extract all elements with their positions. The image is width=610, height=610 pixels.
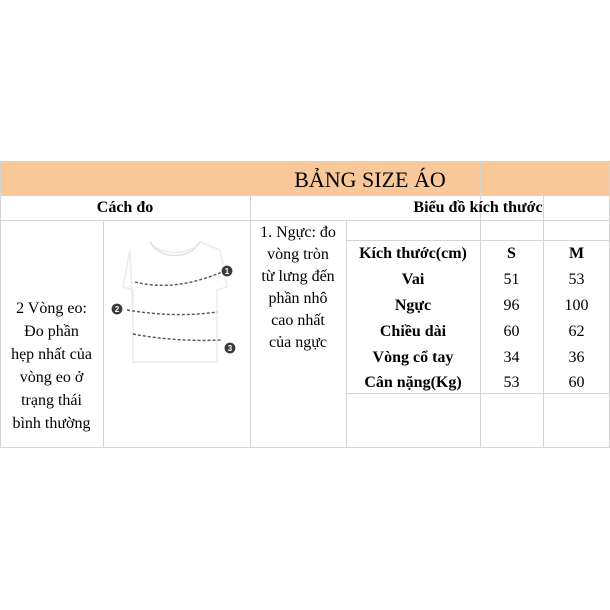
size-row-value-s: 60: [503, 323, 520, 340]
waist-note-line: Đo phần: [24, 323, 79, 340]
waist-note-line: hẹp nhất của: [11, 346, 92, 363]
hip-measure-line: [133, 334, 222, 340]
size-row-value-m: 36: [568, 349, 585, 366]
size-table-header-s: S: [507, 245, 516, 262]
waist-note-line: bình thường: [12, 415, 91, 432]
size-row-label: Cân nặng(Kg): [364, 374, 462, 391]
chest-measure-line: [135, 272, 222, 285]
size-chart-header: Biểu đồ kích thước: [413, 199, 543, 216]
size-row-value-s: 96: [503, 297, 520, 314]
chest-note-line: phần nhô: [268, 290, 328, 307]
gridline: [346, 240, 610, 241]
waist-note: [0, 297, 103, 435]
size-row-label: Vai: [401, 271, 425, 288]
shirt-outline: [123, 242, 227, 322]
size-row-label: Ngực: [394, 297, 432, 314]
waist-note-line: trạng thái: [21, 392, 82, 409]
marker-2-label: 2: [114, 305, 120, 314]
page-title: BẢNG SIZE ÁO: [294, 167, 446, 192]
size-row-value-m: 60: [568, 374, 585, 391]
chest-note-line: 1. Ngực: đo: [260, 224, 336, 241]
measure-method-header: Cách đo: [96, 199, 154, 216]
shirt-measurement-diagram: [105, 222, 245, 367]
gridline: [0, 220, 610, 221]
size-table-header-m: M: [568, 245, 585, 262]
size-row-value-m: 62: [568, 323, 585, 340]
shirt-outline: [133, 322, 217, 362]
chest-note-line: từ lưng đến: [261, 268, 335, 285]
chest-note: [250, 222, 346, 354]
marker-3-label: 3: [227, 344, 233, 353]
size-row-label: Chiều dài: [379, 323, 447, 340]
size-row-value-s: 34: [503, 349, 520, 366]
chest-note-line: cao nhất: [271, 312, 325, 329]
gridline: [0, 447, 610, 448]
size-row-value-s: 53: [503, 374, 520, 391]
size-row-label: Vòng cổ tay: [372, 349, 454, 366]
marker-1-label: 1: [224, 267, 230, 276]
chest-note-line: của ngực: [269, 334, 327, 351]
size-row-value-m: 53: [568, 271, 585, 288]
chest-note-line: vòng tròn: [267, 246, 329, 263]
size-row-value-s: 51: [503, 271, 520, 288]
gridline: [103, 220, 104, 448]
size-table-header-label: Kích thước(cm): [359, 245, 467, 262]
waist-note-line: vòng eo ở: [19, 369, 84, 386]
gridline: [0, 161, 610, 162]
size-row-value-m: 100: [564, 297, 589, 314]
waist-measure-line: [127, 310, 217, 315]
waist-note-line: 2 Vòng eo:: [16, 300, 87, 317]
